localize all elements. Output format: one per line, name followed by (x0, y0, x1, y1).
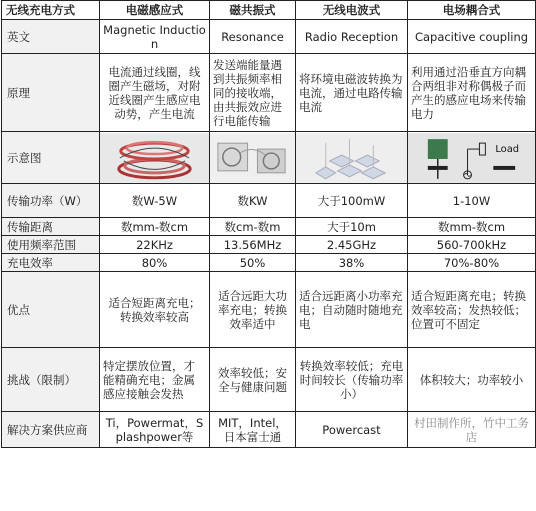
cell-radio: 将环境电磁波转换为电流，通过电路传输电流 (296, 54, 408, 132)
header-radio: 无线电波式 (296, 1, 408, 20)
cell-induction: Ti，Powermat，Splashpower等 (100, 412, 210, 448)
cell-radio: Powercast (296, 412, 408, 448)
capacitive-coupling-image (408, 132, 536, 184)
resonance-illustration (210, 133, 295, 183)
coil-illustration (100, 133, 209, 183)
load-label: Load (495, 143, 520, 155)
row-label: 使用频率范围 (2, 236, 100, 254)
cell-capacitive: 560-700kHz (408, 236, 536, 254)
cell-radio: 转换效率较低；充电时间较长（传输功率小） (296, 348, 408, 412)
radio-reception-image (296, 132, 408, 184)
row-label: 挑战（限制） (2, 348, 100, 412)
cell-induction: 22KHz (100, 236, 210, 254)
row-label: 传输功率（W） (2, 184, 100, 218)
cell-capacitive: 1-10W (408, 184, 536, 218)
row-label: 示意图 (2, 132, 100, 184)
cell-radio: 2.45GHz (296, 236, 408, 254)
row-principle (2, 54, 536, 132)
cell-capacitive: 适合短距离充电；转换效率较高；发热较低；位置可不固定 (408, 272, 536, 348)
wireless-charging-comparison-table (1, 0, 536, 448)
row-label: 解决方案供应商 (2, 412, 100, 448)
cell-radio: Radio Reception (296, 20, 408, 54)
cell-radio: 大于10m (296, 218, 408, 236)
row-advantages (2, 272, 536, 348)
cell-capacitive: 利用通过沿垂直方向耦合两组非对称偶极子而产生的感应电场来传输电力 (408, 54, 536, 132)
row-label: 传输距离 (2, 218, 100, 236)
cell-capacitive: Capacitive coupling (408, 20, 536, 54)
cell-induction: 电流通过线圈，线圈产生磁场，对附近线圈产生感应电动势，产生电流 (100, 54, 210, 132)
row-label: 充电效率 (2, 254, 100, 272)
cell-radio: 38% (296, 254, 408, 272)
cell-induction: 数mm-数cm (100, 218, 210, 236)
row-challenges (2, 348, 536, 412)
radio-illustration (296, 133, 407, 183)
cell-induction: 80% (100, 254, 210, 272)
cell-induction: Magnetic Induction (100, 20, 210, 54)
header-magnetic-induction: 电磁感应式 (100, 1, 210, 20)
row-label: 原理 (2, 54, 100, 132)
cell-resonance: 数KW (210, 184, 296, 218)
row-label: 优点 (2, 272, 100, 348)
cell-resonance: 数cm-数m (210, 218, 296, 236)
cell-capacitive: 70%-80% (408, 254, 536, 272)
cell-resonance: 50% (210, 254, 296, 272)
row-distance (2, 218, 536, 236)
cell-capacitive: 体积较大；功率较小 (408, 348, 536, 412)
cell-resonance: 适合远距大功率充电；转换效率适中 (210, 272, 296, 348)
header-resonance: 磁共振式 (210, 1, 296, 20)
header-row (2, 1, 536, 20)
row-label: 英文 (2, 20, 100, 54)
capacitive-illustration (408, 133, 535, 183)
header-capacitive: 电场耦合式 (408, 1, 536, 20)
cell-capacitive: 村田制作所，竹中工务店 (408, 412, 536, 448)
row-english (2, 20, 536, 54)
cell-resonance: 13.56MHz (210, 236, 296, 254)
cell-induction: 数W-5W (100, 184, 210, 218)
row-diagram (2, 132, 536, 184)
cell-radio: 适合远距离小功率充电；自动随时随地充电 (296, 272, 408, 348)
cell-capacitive: 数mm-数cm (408, 218, 536, 236)
cell-resonance: Resonance (210, 20, 296, 54)
row-vendors (2, 412, 536, 448)
resonance-image (210, 132, 296, 184)
row-efficiency (2, 254, 536, 272)
cell-resonance: 效率较低；安全与健康问题 (210, 348, 296, 412)
header-method: 无线充电方式 (2, 1, 100, 20)
cell-resonance: 发送端能量遇到共振频率相同的接收端，由共振效应进行电能传输 (210, 54, 296, 132)
cell-induction: 适合短距离充电；转换效率较高 (100, 272, 210, 348)
row-frequency (2, 236, 536, 254)
cell-radio: 大于100mW (296, 184, 408, 218)
cell-induction: 特定摆放位置，才能精确充电；金属感应接触会发热 (100, 348, 210, 412)
cell-resonance: MIT，Intel，日本富士通 (210, 412, 296, 448)
induction-coil-image (100, 132, 210, 184)
row-power (2, 184, 536, 218)
